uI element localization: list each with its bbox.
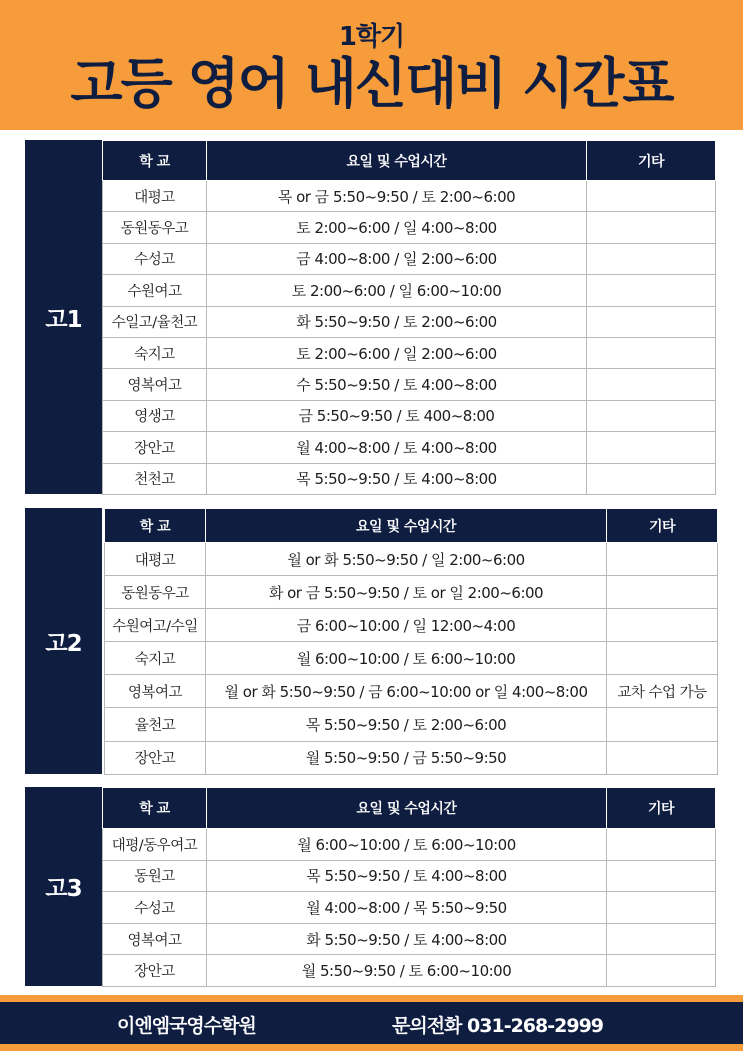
schedule-cell: 월 or 화 5:50~9:50 / 일 2:00~6:00: [206, 543, 607, 576]
table-row: [103, 892, 716, 924]
note-cell: [607, 741, 718, 774]
table-row: [103, 243, 716, 274]
school-cell: 동원동우고: [105, 576, 206, 609]
school-column-header: 학 교: [103, 141, 207, 181]
table-row: [105, 708, 718, 741]
school-cell: 수원여고: [103, 275, 207, 306]
table-row: [103, 181, 716, 212]
table-row: [105, 609, 718, 642]
grade-2-block: [25, 508, 715, 774]
schedule-cell: 토 2:00~6:00 / 일 2:00~6:00: [207, 337, 587, 368]
school-cell: 동원동우고: [103, 212, 207, 243]
schedule-table: [102, 787, 716, 987]
schedule-cell: 월 6:00~10:00 / 토 6:00~10:00: [207, 829, 607, 861]
note-column-header: 기타: [607, 509, 718, 543]
grade-label: 고3: [25, 787, 102, 986]
table-body: [105, 543, 718, 775]
table-body: [103, 181, 716, 495]
table-row: [103, 829, 716, 861]
schedule-cell: 토 2:00~6:00 / 일 6:00~10:00: [207, 275, 587, 306]
schedule-cell: 목 5:50~9:50 / 토 2:00~6:00: [206, 708, 607, 741]
schedule-cell: 목 5:50~9:50 / 토 4:00~8:00: [207, 860, 607, 892]
schedule-cell: 목 5:50~9:50 / 토 4:00~8:00: [207, 463, 587, 494]
schedule-cell: 금 6:00~10:00 / 일 12:00~4:00: [206, 609, 607, 642]
school-cell: 숙지고: [105, 642, 206, 675]
semester-subtitle: 1학기: [338, 22, 405, 52]
school-column-header: 학 교: [105, 509, 206, 543]
school-cell: 율천고: [105, 708, 206, 741]
note-column-header: 기타: [587, 141, 716, 181]
table-row: [103, 955, 716, 987]
schedule-cell: 월 or 화 5:50~9:50 / 금 6:00~10:00 or 일 4:00~8:00: [206, 675, 607, 708]
schedule-cell: 토 2:00~6:00 / 일 4:00~8:00: [207, 212, 587, 243]
school-cell: 동원고: [103, 860, 207, 892]
note-cell: [587, 306, 716, 337]
grade-label: 고2: [25, 508, 102, 774]
table-row: [103, 463, 716, 494]
table-row: [103, 369, 716, 400]
note-cell: [607, 543, 718, 576]
school-cell: 장안고: [105, 741, 206, 774]
school-cell: 수일고/율천고: [103, 306, 207, 337]
school-cell: 대평고: [103, 181, 207, 212]
note-cell: [587, 432, 716, 463]
schedule-cell: 월 5:50~9:50 / 금 5:50~9:50: [206, 741, 607, 774]
schedule-cell: 화 5:50~9:50 / 토 2:00~6:00: [207, 306, 587, 337]
school-cell: 수성고: [103, 243, 207, 274]
page-title: 고등 영어 내신대비 시간표: [70, 52, 673, 115]
table-row: [103, 923, 716, 955]
note-cell: [607, 860, 716, 892]
schedule-cell: 월 6:00~10:00 / 토 6:00~10:00: [206, 642, 607, 675]
note-cell: [587, 400, 716, 431]
table-row: [105, 675, 718, 708]
note-cell: 교차 수업 가능: [607, 675, 718, 708]
schedule-cell: 수 5:50~9:50 / 토 4:00~8:00: [207, 369, 587, 400]
table-row: [103, 212, 716, 243]
school-cell: 숙지고: [103, 337, 207, 368]
school-cell: 대평/동우여고: [103, 829, 207, 861]
grade-1-block: [25, 140, 715, 494]
note-cell: [587, 463, 716, 494]
school-cell: 수원여고/수일: [105, 609, 206, 642]
table-header-row: [105, 509, 718, 543]
note-column-header: 기타: [607, 788, 716, 829]
table-row: [103, 400, 716, 431]
school-cell: 영생고: [103, 400, 207, 431]
table-row: [105, 741, 718, 774]
academy-name: 이엔엠국영수학원: [117, 1015, 256, 1037]
note-cell: [587, 181, 716, 212]
schedule-cell: 화 or 금 5:50~9:50 / 토 or 일 2:00~6:00: [206, 576, 607, 609]
table-row: [105, 642, 718, 675]
note-cell: [607, 642, 718, 675]
school-cell: 장안고: [103, 432, 207, 463]
schedule-table: [102, 140, 716, 495]
footer-bar: [0, 1002, 743, 1044]
table-row: [103, 275, 716, 306]
table-body: [103, 829, 716, 987]
schedule-table: [104, 508, 718, 775]
schedule-column-header: 요일 및 수업시간: [207, 141, 587, 181]
table-row: [105, 576, 718, 609]
contact-phone: 문의전화 031-268-2999: [392, 1015, 604, 1037]
schedule-cell: 금 5:50~9:50 / 토 400~8:00: [207, 400, 587, 431]
table-row: [103, 337, 716, 368]
table-row: [103, 860, 716, 892]
note-cell: [607, 955, 716, 987]
note-cell: [607, 892, 716, 924]
schedule-column-header: 요일 및 수업시간: [206, 509, 607, 543]
note-cell: [607, 923, 716, 955]
note-cell: [607, 829, 716, 861]
grade-label: 고1: [25, 140, 102, 494]
table-header-row: [103, 788, 716, 829]
table-row: [105, 543, 718, 576]
note-cell: [587, 212, 716, 243]
school-cell: 수성고: [103, 892, 207, 924]
schedule-column-header: 요일 및 수업시간: [207, 788, 607, 829]
grade-3-block: [25, 787, 715, 986]
schedule-cell: 금 4:00~8:00 / 일 2:00~6:00: [207, 243, 587, 274]
school-cell: 영복여고: [105, 675, 206, 708]
table-row: [103, 306, 716, 337]
schedule-cell: 월 4:00~8:00 / 토 4:00~8:00: [207, 432, 587, 463]
table-row: [103, 432, 716, 463]
note-cell: [587, 243, 716, 274]
schedule-cell: 화 5:50~9:50 / 토 4:00~8:00: [207, 923, 607, 955]
note-cell: [607, 708, 718, 741]
note-cell: [607, 576, 718, 609]
table-header-row: [103, 141, 716, 181]
school-cell: 영복여고: [103, 369, 207, 400]
school-cell: 천천고: [103, 463, 207, 494]
school-cell: 대평고: [105, 543, 206, 576]
note-cell: [587, 369, 716, 400]
note-cell: [607, 609, 718, 642]
note-cell: [587, 275, 716, 306]
school-cell: 장안고: [103, 955, 207, 987]
header-banner: [0, 0, 743, 130]
schedule-cell: 월 5:50~9:50 / 토 6:00~10:00: [207, 955, 607, 987]
schedule-cell: 목 or 금 5:50~9:50 / 토 2:00~6:00: [207, 181, 587, 212]
note-cell: [587, 337, 716, 368]
school-cell: 영복여고: [103, 923, 207, 955]
schedule-cell: 월 4:00~8:00 / 목 5:50~9:50: [207, 892, 607, 924]
school-column-header: 학 교: [103, 788, 207, 829]
